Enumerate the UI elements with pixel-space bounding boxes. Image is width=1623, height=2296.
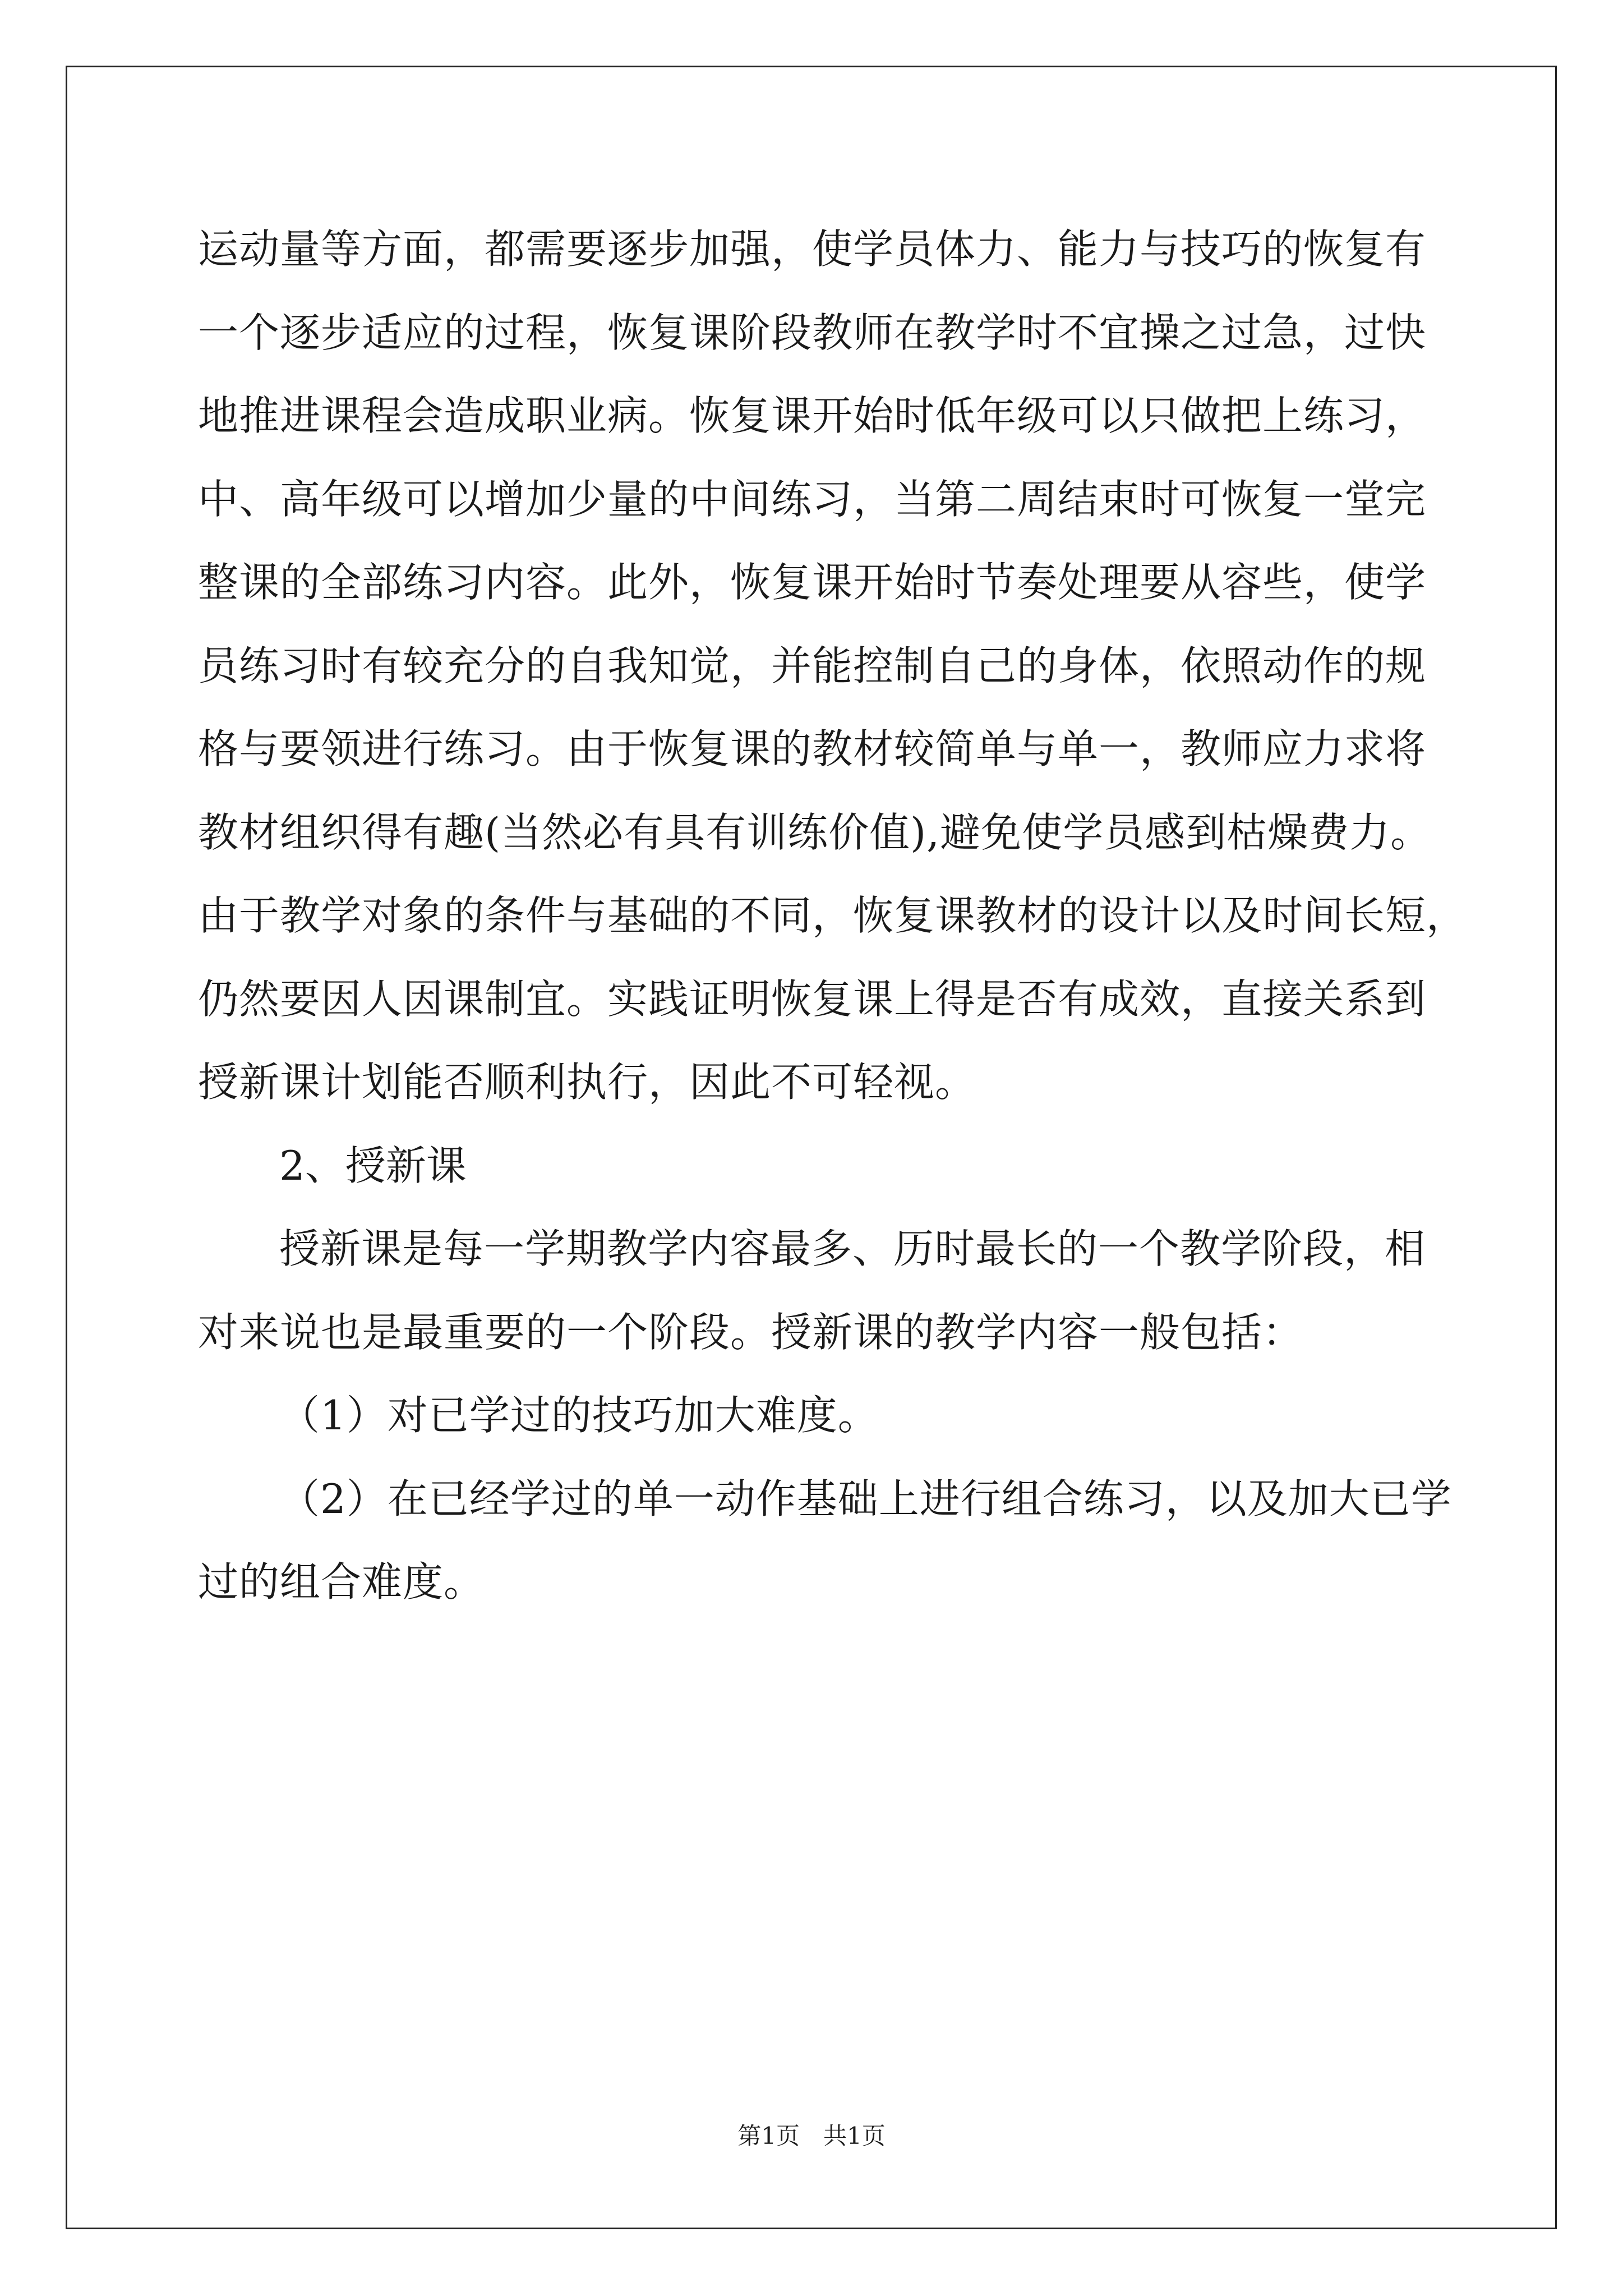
text-line: 整课的全部练习内容。此外，恢复课开始时节奏处理要从容些，使学	[198, 559, 1427, 606]
text-line: 过的组合难度。	[198, 1558, 485, 1605]
text-line: 授新课计划能否顺利执行，因此不可轻视。	[198, 1059, 976, 1106]
text-line: 对来说也是最重要的一个阶段。授新课的教学内容一般包括：	[198, 1308, 1304, 1356]
paragraph-recovery-course	[198, 208, 1468, 1124]
text-line: （1）对已学过的技巧加大难度。	[279, 1392, 879, 1439]
text-line: 运动量等方面，都需要逐步加强，使学员体力、能力与技巧的恢复有	[198, 226, 1427, 273]
text-line: 仍然要因人因课制宜。实践证明恢复课上得是否有成效，直接关系到	[198, 975, 1427, 1023]
text-line: 由于教学对象的条件与基础的不同，恢复课教材的设计以及时间长短，	[198, 892, 1468, 939]
paragraph-new-course	[198, 1207, 1437, 1374]
text-line: 教材组织得有趣(当然必有具有训练价值),避免使学员感到枯燥费力。	[198, 808, 1432, 856]
page-number-footer: 第1页 共1页	[737, 2122, 886, 2150]
text-line: 地推进课程会造成职业病。恢复课开始时低年级可以只做把上练习，	[198, 392, 1427, 439]
text-line: 授新课是每一学期教学内容最多、历时最长的一个教学阶段，相	[279, 1225, 1426, 1272]
section-heading: 2、授新课	[279, 1142, 467, 1189]
text-line: 中、高年级可以增加少量的中间练习，当第二周结束时可恢复一堂完	[198, 475, 1427, 523]
document-body	[198, 208, 1468, 1624]
text-line: 员练习时有较充分的自我知觉，并能控制自己的身体，依照动作的规	[198, 642, 1427, 689]
list-item-1	[198, 1374, 1437, 1457]
list-item-2	[198, 1457, 1452, 1624]
text-line: 格与要领进行练习。由于恢复课的教材较简单与单一，教师应力求将	[198, 725, 1427, 772]
text-line: 一个逐步适应的过程，恢复课阶段教师在教学时不宜操之过急，过快	[198, 309, 1427, 356]
text-line: （2）在已经学过的单一动作基础上进行组合练习，以及加大已学	[279, 1475, 1452, 1522]
